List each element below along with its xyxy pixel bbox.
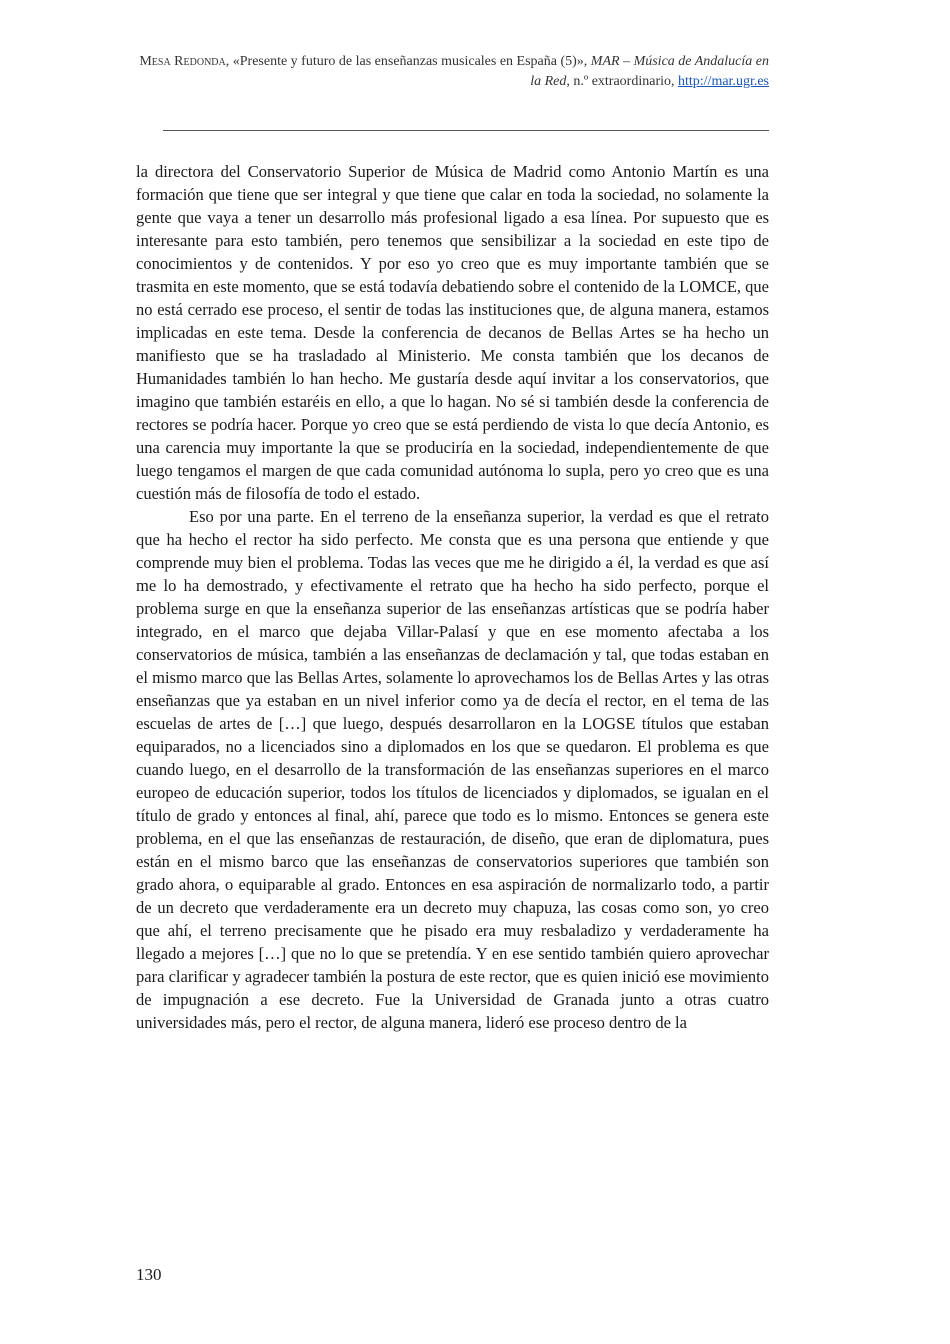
page-number: 130 xyxy=(136,1265,162,1284)
header-rule xyxy=(163,130,769,131)
header-sep-1: , xyxy=(225,54,233,69)
body-text xyxy=(136,160,769,1034)
header-author: Mesa Redonda xyxy=(139,54,226,69)
header-url-link[interactable]: http://mar.ugr.es xyxy=(678,74,769,89)
header-sep-2: , xyxy=(583,54,591,69)
paragraph-continued: la directora del Conservatorio Superior de Música de Madrid como Antonio Martín es una formación que tiene que ser integral y que tiene que calar en toda la sociedad, no solamente la gente que vaya a tener un desarrollo más profesional ligado a esa línea. Por supuesto que es interesante para esto también, pero tenemos que sensibilizar a la sociedad en este tipo de conocimientos y de contenidos. Y por eso yo creo que es muy importante también que se trasmita en este momento, que se está todavía debatiendo sobre el contenido de la LOMCE, que no está cerrado ese proceso, el sentir de todas las instituciones que, de alguna manera, estamos implicadas en este tema. Desde la conferencia de decanos de Bellas Artes se ha hecho un manifiesto que se ha trasladado al Ministerio. Me consta también que los decanos de Humanidades también lo han hecho. Me gustaría desde aquí invitar a los conservatorios, que imagino que también estaréis en ello, a que lo hagan. No sé si también desde la conferencia de rectores se podría hacer. Porque yo creo que se está perdiendo de vista lo que decía Antonio, es una carencia muy importante la que se produciría en la sociedad, independientemente de que luego tengamos el margen de que cada comunidad autónoma lo supla, pero yo creo que es una cuestión más de filosofía de todo el estado. xyxy=(136,162,769,503)
paragraph: Eso por una parte. En el terreno de la enseñanza superior, la verdad es que el retrato que ha hecho el rector ha sido perfecto. Me consta que es una persona que entiende y que comprende muy bien el problema. Todas las veces que me he dirigido a él, la verdad es que así me lo ha demostrado, y efectivamente el retrato que ha hecho ha sido perfecto, porque el problema surge en que la enseñanza superior de las enseñanzas artísticas que se podría haber integrado, en el marco que dejaba Villar-Palasí y que en ese momento afectaba a los conservatorios de música, también a las enseñanzas de declamación y tal, que todas estaban en el mismo marco que las Bellas Artes, solamente lo aprovechamos los de Bellas Artes y las otras enseñanzas que ya estaban en un nivel inferior como ya de decía el rector, en el tema de las escuelas de artes de […] que luego, después desarrollaron en la LOGSE títulos que estaban equiparados, no a licenciados sino a diplomados en los que se quedaron. El problema es que cuando luego, en el desarrollo de la transformación de las enseñanzas superiores en el marco europeo de educación superior, todos los títulos de licenciados y diplomados, se igualan en el título de grado y entonces al final, ahí, parece que todo es lo mismo. Entonces se genera este problema, en el que las enseñanzas de restauración, de diseño, que eran de diplomatura, pues están en el mismo barco que las enseñanzas de conservatorios superiores que también son grado ahora, o equiparable al grado. Entonces en esa aspiración de normalizarlo todo, a partir de un decreto que verdaderamente era un decreto muy chapuza, las cosas como son, yo creo que ahí, el terreno precisamente que he pisado era muy resbaladizo y verdaderamente ha llegado a mejores […] que no lo que se pretendía. Y en ese sentido también quiero aprovechar para clarificar y agradecer también la postura de este rector, que es quien inició ese movimiento de impugnación a ese decreto. Fue la Universidad de Granada junto a otras cuatro universidades más, pero el rector, de alguna manera, lideró ese proceso dentro de la xyxy=(136,507,769,1032)
header-journal: MAR – Música de Andalucía en la Red xyxy=(530,54,769,89)
header-issue: , n.º extraordinario, xyxy=(566,74,678,89)
header-article-title: «Presente y futuro de las enseñanzas musicales en España (5)» xyxy=(232,54,584,69)
running-header xyxy=(136,52,769,92)
